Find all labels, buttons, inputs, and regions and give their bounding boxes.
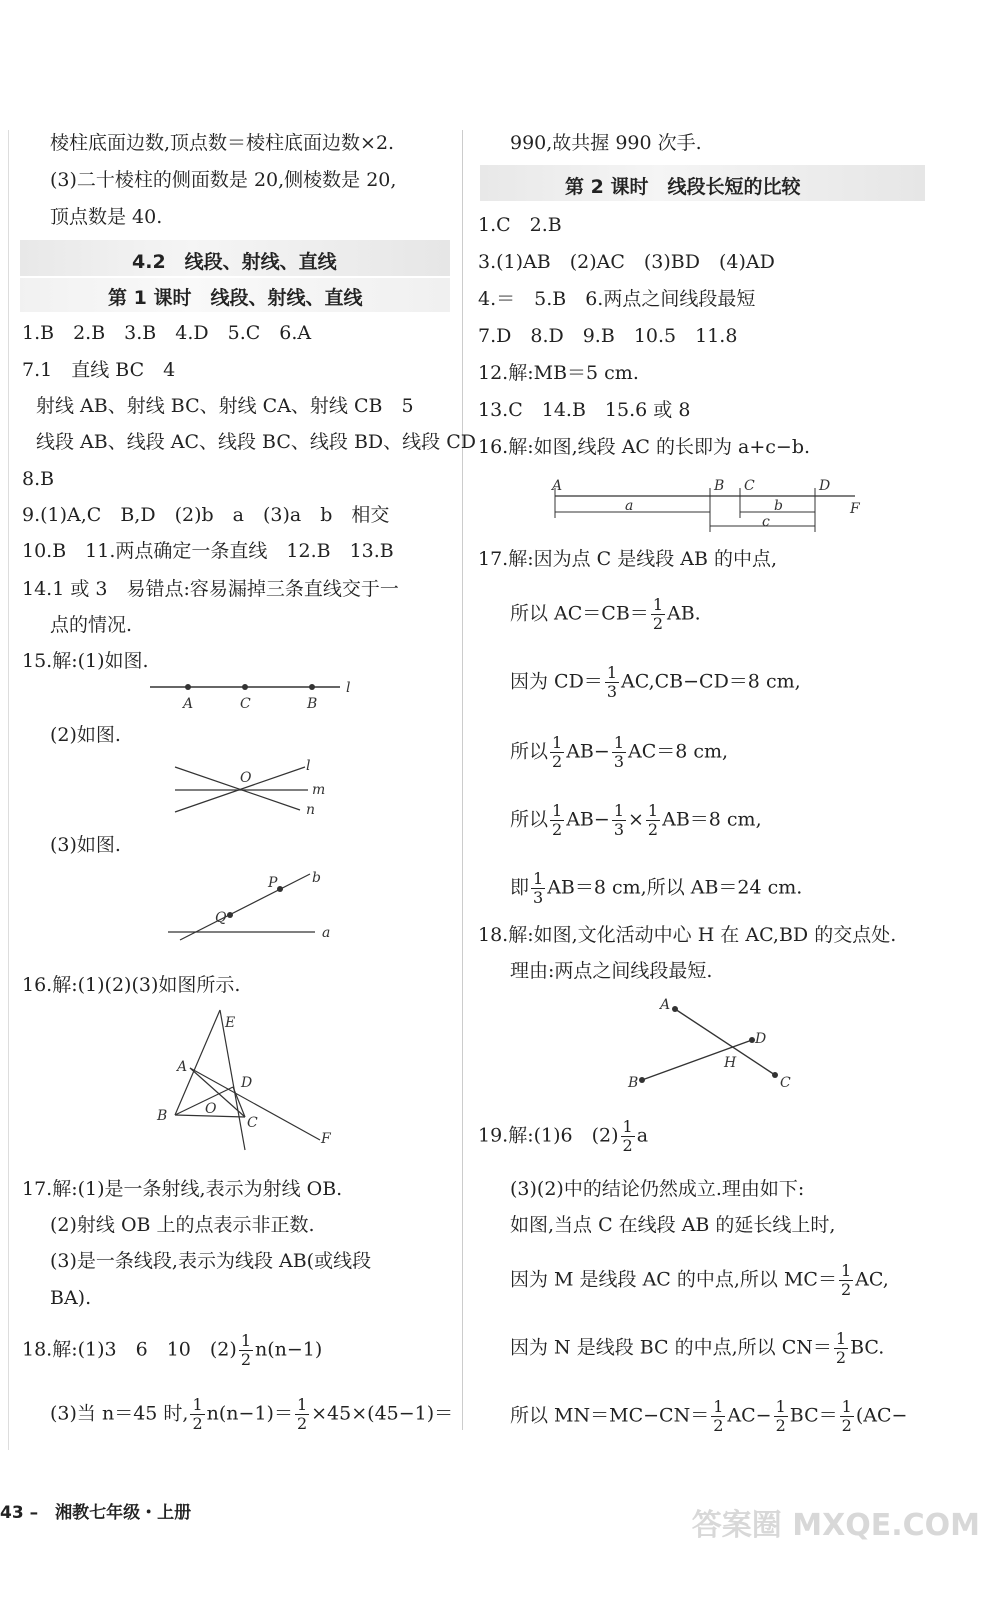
answer-line: 17.解:因为点 C 是线段 AB 的中点, bbox=[478, 548, 778, 570]
answer-line: 14.1 或 3 易错点:容易漏掉三条直线交于一 bbox=[22, 578, 399, 600]
answer-line bbox=[478, 1118, 648, 1155]
answer-line: 3.(1)AB (2)AC (3)BD (4)AD bbox=[478, 251, 775, 273]
point-label: P bbox=[268, 875, 278, 891]
fraction-1-2: $\frac{1}{2}$ bbox=[840, 1261, 852, 1299]
text: AC, bbox=[855, 1268, 889, 1291]
figure-15-3 bbox=[160, 862, 360, 947]
point-label: H bbox=[724, 1055, 737, 1071]
answer-line bbox=[510, 1262, 889, 1299]
answer-line bbox=[510, 1398, 907, 1435]
answer-line: 15.解:(1)如图. bbox=[22, 650, 149, 672]
answer-line bbox=[510, 664, 801, 701]
text: 所以 bbox=[510, 740, 549, 763]
point-label: D bbox=[819, 478, 831, 494]
text: a bbox=[636, 1124, 649, 1147]
figure-15-2 bbox=[160, 752, 360, 822]
text: (AC− bbox=[855, 1404, 908, 1427]
point-label: A bbox=[177, 1059, 188, 1075]
text: 因为 CD＝ bbox=[510, 670, 603, 693]
text: n(n−1)＝ bbox=[206, 1402, 293, 1425]
point-label: E bbox=[225, 1015, 236, 1031]
text: 所以 AC＝CB＝ bbox=[510, 602, 649, 625]
text: 即 bbox=[510, 876, 530, 899]
figure-18 bbox=[620, 995, 800, 1095]
text: (3)当 n＝45 时, bbox=[50, 1402, 189, 1425]
answer-line: (2)射线 OB 上的点表示非正数. bbox=[50, 1214, 315, 1236]
answer-line: 所以 $\frac{1}{2}$ AB− $\frac{1}{3}$ × $\frac{1}{2}$ AB＝8 cm, bbox=[510, 801, 762, 839]
point-label: O bbox=[240, 770, 252, 786]
point-label: F bbox=[321, 1131, 331, 1147]
fraction-1-2: $\frac{1}{2}$ bbox=[713, 1397, 724, 1435]
text: BC＝ bbox=[789, 1404, 838, 1427]
segment-label: c bbox=[762, 514, 770, 530]
fraction-1-2: $\frac{1}{2}$ bbox=[552, 733, 563, 771]
point-label: Q bbox=[215, 910, 227, 926]
answer-line: 8.B bbox=[22, 468, 55, 490]
lesson-title: 第 2 课时 线段长短的比较 bbox=[565, 176, 801, 198]
fraction-1-2: $\frac{1}{2}$ bbox=[652, 595, 663, 633]
text: 因为 N 是线段 BC 的中点,所以 CN＝ bbox=[510, 1336, 832, 1359]
answer-line: 12.解:MB＝5 cm. bbox=[478, 362, 639, 384]
answer-line: 16.解:(1)(2)(3)如图所示. bbox=[22, 974, 241, 996]
text: BC. bbox=[850, 1336, 885, 1359]
lesson-title: 第 1 课时 线段、射线、直线 bbox=[108, 287, 363, 309]
answer-line: 点的情况. bbox=[50, 614, 133, 636]
answer-line: 7.1 直线 BC 4 bbox=[22, 359, 176, 381]
figure-16-left bbox=[145, 1005, 365, 1155]
answer-line: 射线 AB、射线 BC、射线 CA、射线 CB 5 bbox=[36, 395, 414, 417]
fraction-1-2: $\frac{1}{2}$ bbox=[835, 1329, 847, 1367]
answer-line: 如图,当点 C 在线段 AB 的延长线上时, bbox=[510, 1214, 836, 1236]
point-label: F bbox=[850, 501, 860, 517]
column-divider bbox=[462, 130, 463, 1430]
answer-line: 4.＝ 5.B 6.两点之间线段最短 bbox=[478, 288, 756, 310]
text: AC,CB−CD＝8 cm, bbox=[621, 670, 801, 693]
answer-line: 18.解:如图,文化活动中心 H 在 AC,BD 的交点处. bbox=[478, 924, 897, 946]
fraction-1-2: $\frac{1}{2}$ bbox=[775, 1397, 786, 1435]
segment-label: a bbox=[625, 498, 634, 514]
point-label: B bbox=[307, 696, 318, 712]
figure-15-1 bbox=[140, 672, 370, 717]
answer-line: 17.解:(1)是一条射线,表示为射线 OB. bbox=[22, 1178, 343, 1200]
answer-line bbox=[22, 1332, 322, 1369]
fraction-1-2: $\frac{1}{2}$ bbox=[192, 1395, 203, 1433]
segment-label: b bbox=[774, 498, 783, 514]
figure-16-right bbox=[540, 470, 870, 535]
point-label: A bbox=[660, 997, 671, 1013]
answer-line: (2)如图. bbox=[50, 724, 121, 746]
text: AB. bbox=[667, 602, 701, 625]
fraction-1-3: $\frac{1}{3}$ bbox=[606, 663, 617, 701]
text: 19.解:(1)6 (2) bbox=[478, 1124, 619, 1147]
answer-line: 1.C 2.B bbox=[478, 214, 562, 236]
answer-line: 线段 AB、线段 AC、线段 BC、线段 BD、线段 CD bbox=[36, 431, 476, 453]
point-label: C bbox=[780, 1075, 791, 1091]
answer-line bbox=[510, 1330, 884, 1367]
text: AB＝8 cm,所以 AB＝24 cm. bbox=[547, 876, 803, 899]
answer-line bbox=[510, 870, 802, 907]
fraction-1-2: $\frac{1}{2}$ bbox=[647, 801, 659, 839]
answer-line: 16.解:如图,线段 AC 的长即为 a+c−b. bbox=[478, 436, 811, 458]
fraction-1-2: $\frac{1}{2}$ bbox=[622, 1117, 633, 1155]
left-edge-line bbox=[8, 130, 9, 1450]
text: ×45×(45−1)＝ bbox=[311, 1402, 454, 1425]
answer-line: 10.B 11.两点确定一条直线 12.B 13.B bbox=[22, 540, 394, 562]
point-label: B bbox=[714, 478, 725, 494]
text: 所以 bbox=[510, 808, 549, 831]
point-label: C bbox=[744, 478, 755, 494]
answer-line: 理由:两点之间线段最短. bbox=[510, 960, 713, 982]
point-label: B bbox=[628, 1075, 639, 1091]
point-label: C bbox=[247, 1115, 258, 1131]
text: AC− bbox=[727, 1404, 772, 1427]
point-label: D bbox=[241, 1075, 253, 1091]
text: 因为 M 是线段 AC 的中点,所以 MC＝ bbox=[510, 1268, 837, 1291]
fraction-1-3: $\frac{1}{3}$ bbox=[613, 801, 624, 839]
text: AC＝8 cm, bbox=[628, 740, 729, 763]
answer-line bbox=[510, 596, 701, 633]
fraction-1-2: $\frac{1}{2}$ bbox=[841, 1397, 852, 1435]
point-label: B bbox=[157, 1108, 168, 1124]
fraction-1-2: $\frac{1}{2}$ bbox=[296, 1395, 308, 1433]
fraction-1-2: $\frac{1}{2}$ bbox=[552, 801, 563, 839]
fraction-1-3: $\frac{1}{3}$ bbox=[613, 733, 624, 771]
page-footer: 43 – 湘教七年级・上册 bbox=[0, 1503, 192, 1523]
answer-line: 7.D 8.D 9.B 10.5 11.8 bbox=[478, 325, 738, 347]
text: 所以 MN＝MC−CN＝ bbox=[510, 1404, 710, 1427]
point-label: A bbox=[183, 696, 194, 712]
answer-line: 9.(1)A,C B,D (2)b a (3)a b 相交 bbox=[22, 504, 390, 526]
text-line: 棱柱底面边数,顶点数＝棱柱底面边数×2. bbox=[50, 132, 395, 154]
answer-line: 1.B 2.B 3.B 4.D 5.C 6.A bbox=[22, 322, 312, 344]
answer-line: (3)(2)中的结论仍然成立.理由如下: bbox=[510, 1178, 805, 1200]
point-label: A bbox=[552, 478, 563, 494]
answer-line bbox=[50, 1396, 453, 1433]
answer-line bbox=[510, 734, 728, 771]
point-label: C bbox=[240, 696, 251, 712]
text: 18.解:(1)3 6 10 (2) bbox=[22, 1338, 237, 1361]
answer-line: BA). bbox=[50, 1287, 92, 1309]
line-label: n bbox=[306, 802, 316, 818]
line-label: b bbox=[312, 870, 321, 886]
text: AB− bbox=[566, 808, 610, 831]
text-line: (3)二十棱柱的侧面数是 20,侧棱数是 20, bbox=[50, 169, 397, 191]
text: AB− bbox=[566, 740, 610, 763]
answer-line: (3)是一条线段,表示为线段 AB(或线段 bbox=[50, 1250, 372, 1272]
fraction-1-2: $\frac{1}{2}$ bbox=[240, 1331, 251, 1369]
text-line: 顶点数是 40. bbox=[50, 206, 163, 228]
line-label: a bbox=[322, 925, 331, 941]
text: n(n−1) bbox=[255, 1338, 323, 1361]
line-label: m bbox=[312, 782, 326, 798]
answer-line: (3)如图. bbox=[50, 834, 121, 856]
text: AB＝8 cm, bbox=[662, 808, 762, 831]
watermark: 答案圈 MXQE.COM bbox=[691, 1508, 980, 1543]
point-label: O bbox=[205, 1101, 217, 1117]
fraction-1-3: $\frac{1}{3}$ bbox=[533, 869, 544, 907]
point-label: D bbox=[755, 1031, 767, 1047]
text-line: 990,故共握 990 次手. bbox=[510, 132, 702, 154]
line-label: l bbox=[346, 680, 351, 696]
section-title: 4.2 线段、射线、直线 bbox=[132, 251, 337, 273]
line-label: l bbox=[306, 758, 311, 774]
answer-line: 13.C 14.B 15.6 或 8 bbox=[478, 399, 691, 421]
